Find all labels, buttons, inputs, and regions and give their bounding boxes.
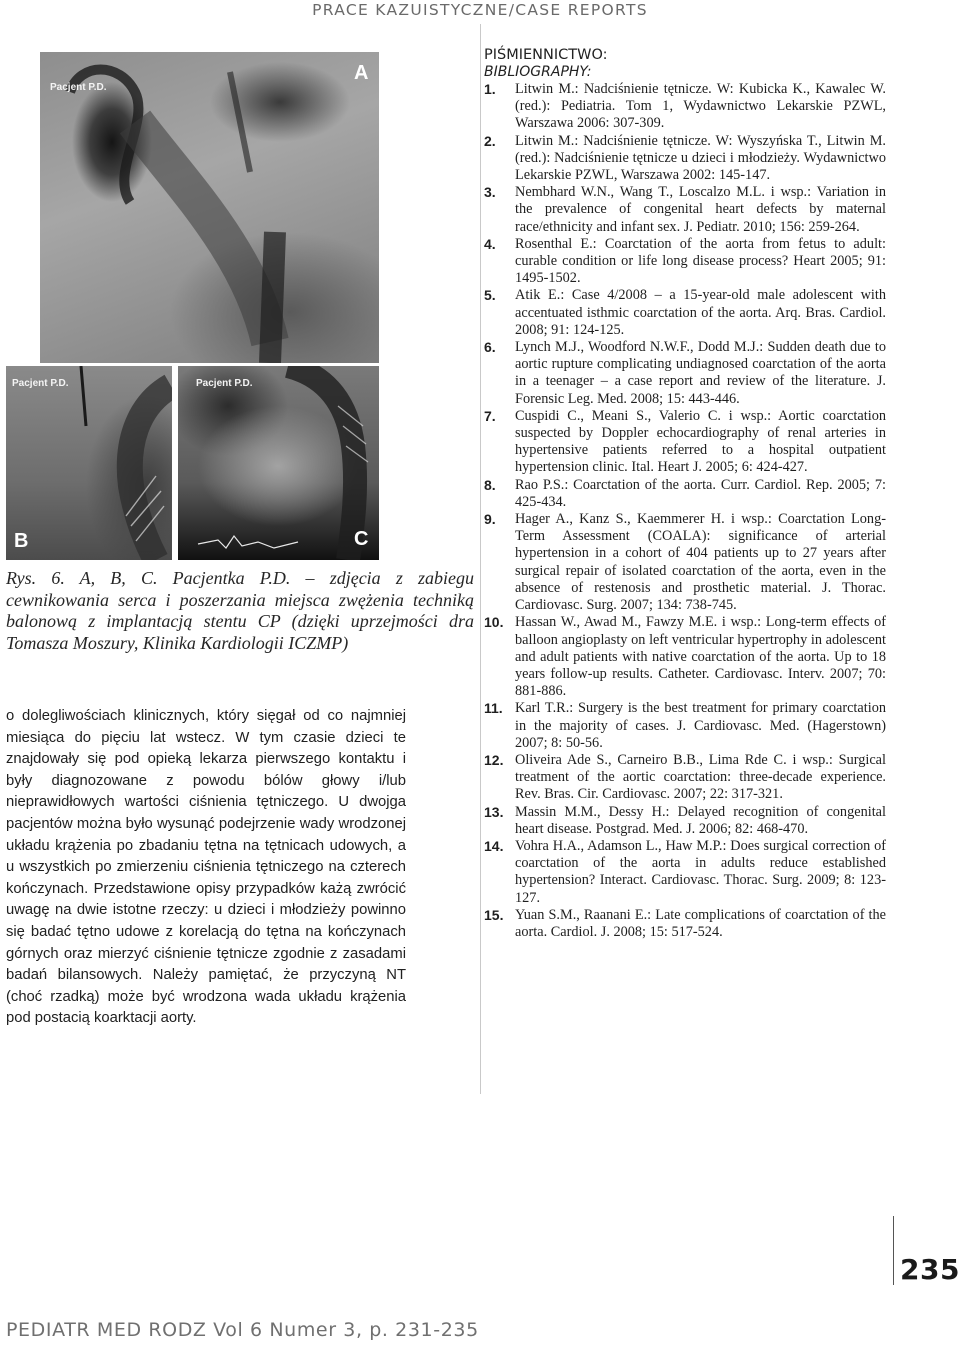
journal-footer: PEDIATR MED RODZ Vol 6 Numer 3, p. 231-235: [6, 1319, 479, 1341]
reference-text: Rao P.S.: Coarctation of the aorta. Curr. Cardiol. Rep. 2005; 7: 425-434.: [515, 476, 886, 510]
reference-text: Vohra H.A., Adamson L., Haw M.P.: Does surgical correction of coarctation of the aorta in adults reduce established hypertension? Interact. Cardiovasc. Thorac. Surg. 2009; 8: 123-127.: [515, 837, 886, 906]
references-section: [484, 46, 886, 941]
references-title: PIŚMIENNICTWO:: [484, 47, 608, 63]
reference-number: 12.: [484, 751, 504, 768]
reference-item: [484, 614, 886, 700]
reference-text: Massin M.M., Dessy H.: Delayed recognition of congenital heart disease. Postgrad. Med. J. 2006; 82: 468-470.: [515, 803, 886, 837]
reference-text: Nembhard W.N., Wang T., Loscalzo M.L. i wsp.: Variation in the prevalence of congenital heart defects by maternal race/ethnicity and infant sex. J. Pediatr. 2010; 156: 259-264.: [515, 184, 886, 235]
reference-text: Rosenthal E.: Coarctation of the aorta from fetus to adult: curable condition or life long disease process? Heart 2005; 91: 1495-1502.: [515, 235, 886, 287]
column-divider: [480, 24, 481, 1094]
reference-item: [484, 287, 886, 339]
reference-item: [484, 339, 886, 408]
reference-text: Litwin M.: Nadciśnienie tętnicze. W: Wyszyńska T., Litwin M. (red.): Nadciśnienie tętnicze u dzieci i młodzieży. Wydawnictwo Lekarskie PZWL, Warszawa 2002: 145-147.: [515, 132, 886, 184]
panel-letter-b: B: [14, 530, 29, 552]
reference-text: Hager A., Kanz S., Kaemmerer H. i wsp.: Coarctation Long-Term Assessment (COALA): significance of arterial hypertension in a cohort of 404 patients up to 27 years after surgical repair of isolated coarctation of the aorta, even in the absence of restenosis and prosthetic material. J. Thorac. Cardiovasc. Surg. 2007; 134: 738-745.: [515, 511, 886, 614]
patient-label-b: Pacjent P.D.: [12, 378, 69, 389]
reference-list: [484, 81, 886, 941]
reference-number: 11.: [484, 700, 503, 717]
angiogram-c-drawing: [178, 366, 379, 560]
reference-number: 2.: [484, 132, 496, 149]
reference-item: [484, 838, 886, 907]
reference-number: 10.: [484, 614, 504, 631]
reference-item: [484, 907, 886, 941]
reference-number: 1.: [484, 81, 496, 97]
reference-number: 13.: [484, 803, 504, 820]
reference-item: [484, 81, 886, 133]
reference-item: [484, 752, 886, 804]
angiogram-a-drawing: [40, 52, 379, 363]
reference-number: 15.: [484, 906, 504, 923]
panel-letter-c: C: [354, 528, 369, 550]
reference-text: Karl T.R.: Surgery is the best treatment for primary coarctation in the majority of cases. J. Cardiovasc. Med. (Hagerstown) 2007; 8: 50-56.: [515, 700, 886, 751]
page-number: 235: [900, 1253, 960, 1286]
references-subtitle: BIBLIOGRAPHY:: [484, 64, 592, 80]
reference-item: [484, 700, 886, 752]
reference-number: 14.: [484, 837, 504, 854]
reference-number: 8.: [484, 476, 496, 493]
angiogram-panel-b: [6, 366, 172, 560]
reference-text: Atik E.: Case 4/2008 – a 15-year-old male adolescent with accentuated isthmic coarctation of the aorta. Arq. Bras. Cardiol. 2008; 91: 124-125.: [515, 287, 886, 338]
reference-text: Oliveira Ade S., Carneiro B.B., Lima Rde C. i wsp.: Surgical treatment of the aortic coarctation: three-decade experience. Rev. Bras. Cir. Cardiovasc. 2007; 22: 317-321.: [515, 751, 886, 803]
reference-number: 3.: [484, 184, 496, 201]
reference-item: [484, 804, 886, 838]
body-paragraph: o dolegliwościach klinicznych, który sięgał od co najmniej miesiąca do pięciu lat wstecz. W tym czasie dzieci te znajdowały się pod opieką lekarza pierwszego kontaktu i były diagnozowane z powodu bólów głowy i/lub nieprawidłowych wartości ciśnienia tętniczego. U dwojga pacjentów można było wysunąć podejrzenie wady wrodzonej układu krążenia po zbadaniu tętna na tętnicach udowych, a u wszystkich po zmierzeniu ciśnienia tętniczego na czterech kończynach. Przedstawione opisy przypadków każą zwrócić uwagę na dwie istotne rzeczy: u dzieci i młodzieży powinno się badać tętno udowe z korelacją do tętna na kończynach górnych oraz mierzyć ciśnienie tętnicze zgodnie z zasadami badań bilansowych. Należy pamiętać, że przyczyną NT (choć rzadką) może być wrodzona wada układu krążenia pod postacią koarktacji aorty.: [6, 708, 406, 1027]
reference-item: [484, 184, 886, 236]
reference-item: [484, 511, 886, 614]
reference-number: 6.: [484, 339, 496, 356]
angiogram-b-drawing: [6, 366, 172, 560]
reference-number: 5.: [484, 287, 496, 304]
reference-text: Lynch M.J., Woodford N.W.F., Dodd M.J.: Sudden death due to aortic rupture complicating undiagnosed coarctation of the aorta in a teenager – a case report and review of the literature. J. Forensic Leg. Med. 2008; 15: 443-446.: [515, 339, 886, 407]
reference-item: [484, 477, 886, 511]
reference-number: 4.: [484, 235, 496, 252]
patient-label-a: Pacjent P.D.: [50, 82, 107, 93]
angiogram-panel-c: [178, 366, 379, 560]
angiogram-panel-a: [40, 52, 379, 363]
reference-number: 7.: [484, 407, 496, 424]
reference-item: [484, 133, 886, 185]
patient-label-c: Pacjent P.D.: [196, 378, 253, 389]
reference-text: Hassan W., Awad M., Fawzy M.E. i wsp.: Long-term effects of balloon angioplasty on left ventricular hypertrophy in adolescent and adult patients with native coarctation of the aorta. Up to 18 years follow-up results. Catheter. Cardiovasc. Interv. 2007; 70: 881-886.: [515, 614, 886, 700]
running-header: PRACE KAZUISTYCZNE/CASE REPORTS: [312, 1, 648, 19]
reference-text: Cuspidi C., Meani S., Valerio C. i wsp.: Aortic coarctation suspected by Doppler echocardiography of renal arteries in hypertensive patients referred to a hospital outpatient hypertension clinic. Ital. Heart J. 2005; 6: 424-427.: [515, 407, 886, 476]
figure-caption: Rys. 6. A, B, C. Pacjentka P.D. – zdjęcia z zabiegu cewnikowania serca i poszerzania miejsca zwężenia techniką balonową z implantacją stentu CP (dzięki uprzejmości dra Tomasza Moszury, Klinika Kardiologii ICZMP): [6, 568, 474, 653]
panel-letter-a: A: [354, 62, 369, 84]
reference-number: 9.: [484, 511, 496, 528]
reference-text: Yuan S.M., Raanani E.: Late complications of coarctation of the aorta. Cardiol. J. 2008; 15: 517-524.: [515, 906, 886, 940]
page-number-rule: [893, 1216, 894, 1285]
reference-text: Litwin M.: Nadciśnienie tętnicze. W: Kubicka K., Kawalec W. (red.): Pediatria. Tom 1, Wydawnictwo Lekarskie PZWL, Warszawa 2006: 307-309.: [515, 81, 886, 132]
reference-item: [484, 236, 886, 288]
reference-item: [484, 408, 886, 477]
